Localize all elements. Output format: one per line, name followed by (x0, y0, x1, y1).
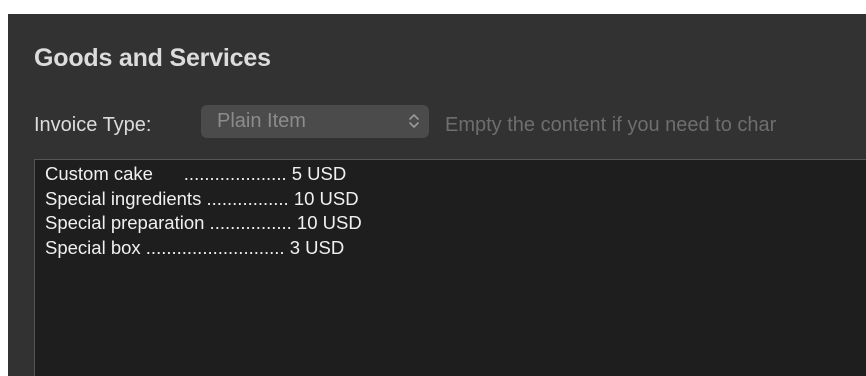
item-line: Custom cake .................... 5 USD (45, 163, 347, 184)
chevron-updown-icon (407, 111, 421, 131)
invoice-type-select-value: Plain Item (217, 110, 306, 132)
goods-and-services-panel (8, 14, 866, 376)
items-list (45, 162, 362, 260)
items-text-area[interactable] (34, 159, 866, 376)
item-line: Special preparation ................ 10 USD (45, 212, 362, 233)
section-title: Goods and Services (34, 44, 271, 72)
item-line: Special box ........................... 3 USD (45, 236, 345, 258)
invoice-type-label: Invoice Type: (34, 114, 152, 136)
invoice-type-select[interactable] (201, 105, 429, 138)
item-line: Special ingredients ................ 10 USD (45, 187, 359, 209)
invoice-type-hint: Empty the content if you need to char (445, 114, 777, 136)
